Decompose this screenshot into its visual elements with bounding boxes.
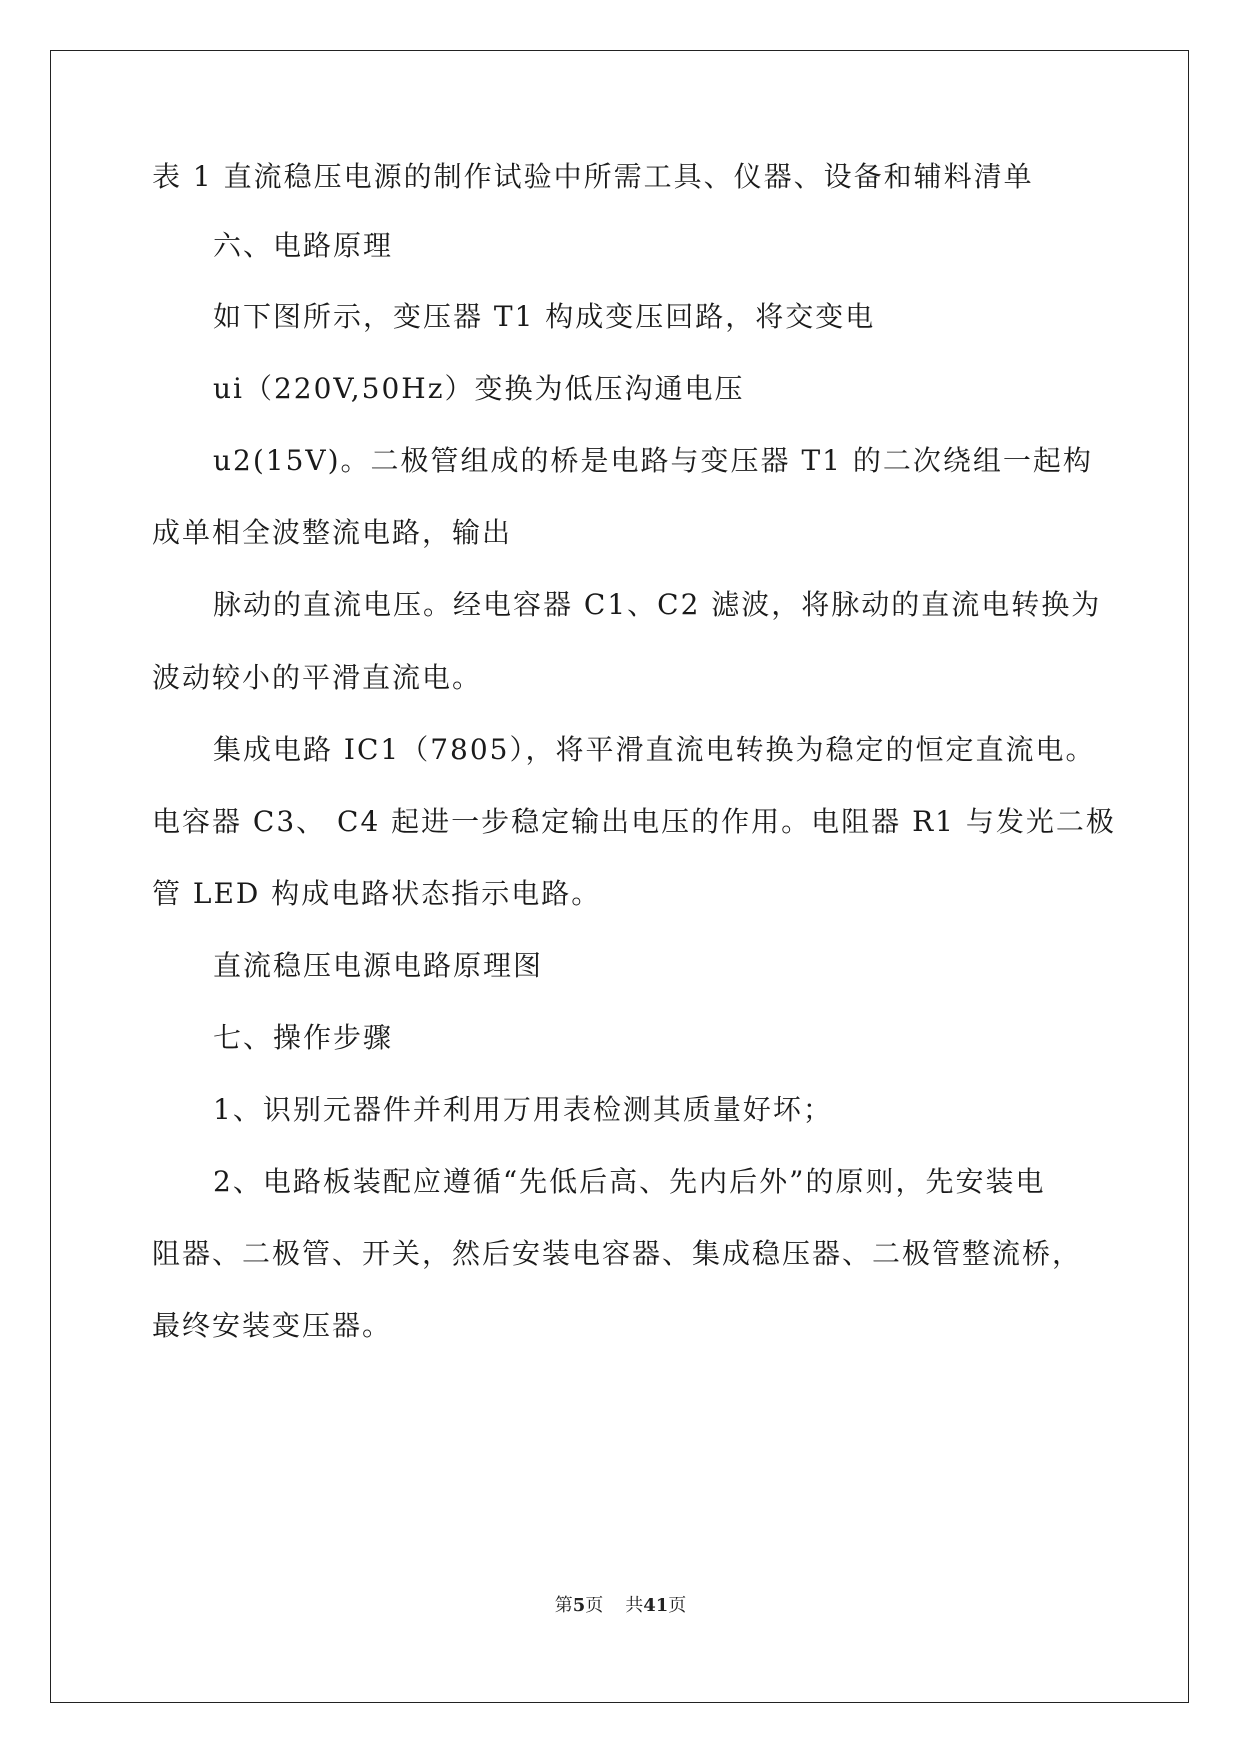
page-unit: 页: [585, 1595, 604, 1616]
paragraph-line: 最终安装变压器。: [152, 1309, 393, 1342]
paragraph-line: 集成电路 IC1（7805），将平滑直流电转换为稳定的恒定直流电。: [213, 733, 1096, 766]
paragraph-line: 电容器 C3、 C4 起进一步稳定输出电压的作用。电阻器 R1 与发光二极: [152, 805, 1116, 838]
table-caption: 表 1 直流稳压电源的制作试验中所需工具、仪器、设备和辅料清单: [152, 160, 1034, 193]
page-prefix: 第: [554, 1595, 573, 1616]
paragraph-line: 管 LED 构成电路状态指示电路。: [152, 877, 602, 910]
paragraph-line: 波动较小的平滑直流电。: [152, 661, 483, 694]
paragraph-line: 如下图所示，变压器 T1 构成变压回路，将交变电: [213, 300, 876, 333]
total-prefix: 共: [625, 1595, 644, 1616]
paragraph-line: ui（220V,50Hz）变换为低压沟通电压: [213, 372, 745, 405]
list-item: 1、识别元器件并利用万用表检测其质量好坏；: [213, 1093, 833, 1126]
paragraph-line: 成单相全波整流电路，输出: [152, 516, 513, 549]
paragraph-line: 阻器、二极管、开关，然后安装电容器、集成稳压器、二极管整流桥，: [152, 1237, 1083, 1270]
section-heading-operation-steps: 七、操作步骤: [213, 1021, 394, 1054]
list-item: 2、电路板装配应遵循“先低后高、先内后外”的原则，先安装电: [213, 1165, 1046, 1198]
paragraph-line: 脉动的直流电压。经电容器 C1、C2 滤波，将脉动的直流电转换为: [213, 588, 1102, 621]
figure-caption: 直流稳压电源电路原理图: [213, 949, 544, 982]
total-unit: 页: [668, 1595, 687, 1616]
total-pages: 41: [643, 1595, 669, 1616]
page-footer: [0, 1594, 1241, 1618]
paragraph-line: u2(15V)。二极管组成的桥是电路与变压器 T1 的二次绕组一起构: [213, 444, 1093, 477]
page-number: 5: [572, 1595, 586, 1616]
section-heading-circuit-principle: 六、电路原理: [213, 229, 394, 262]
